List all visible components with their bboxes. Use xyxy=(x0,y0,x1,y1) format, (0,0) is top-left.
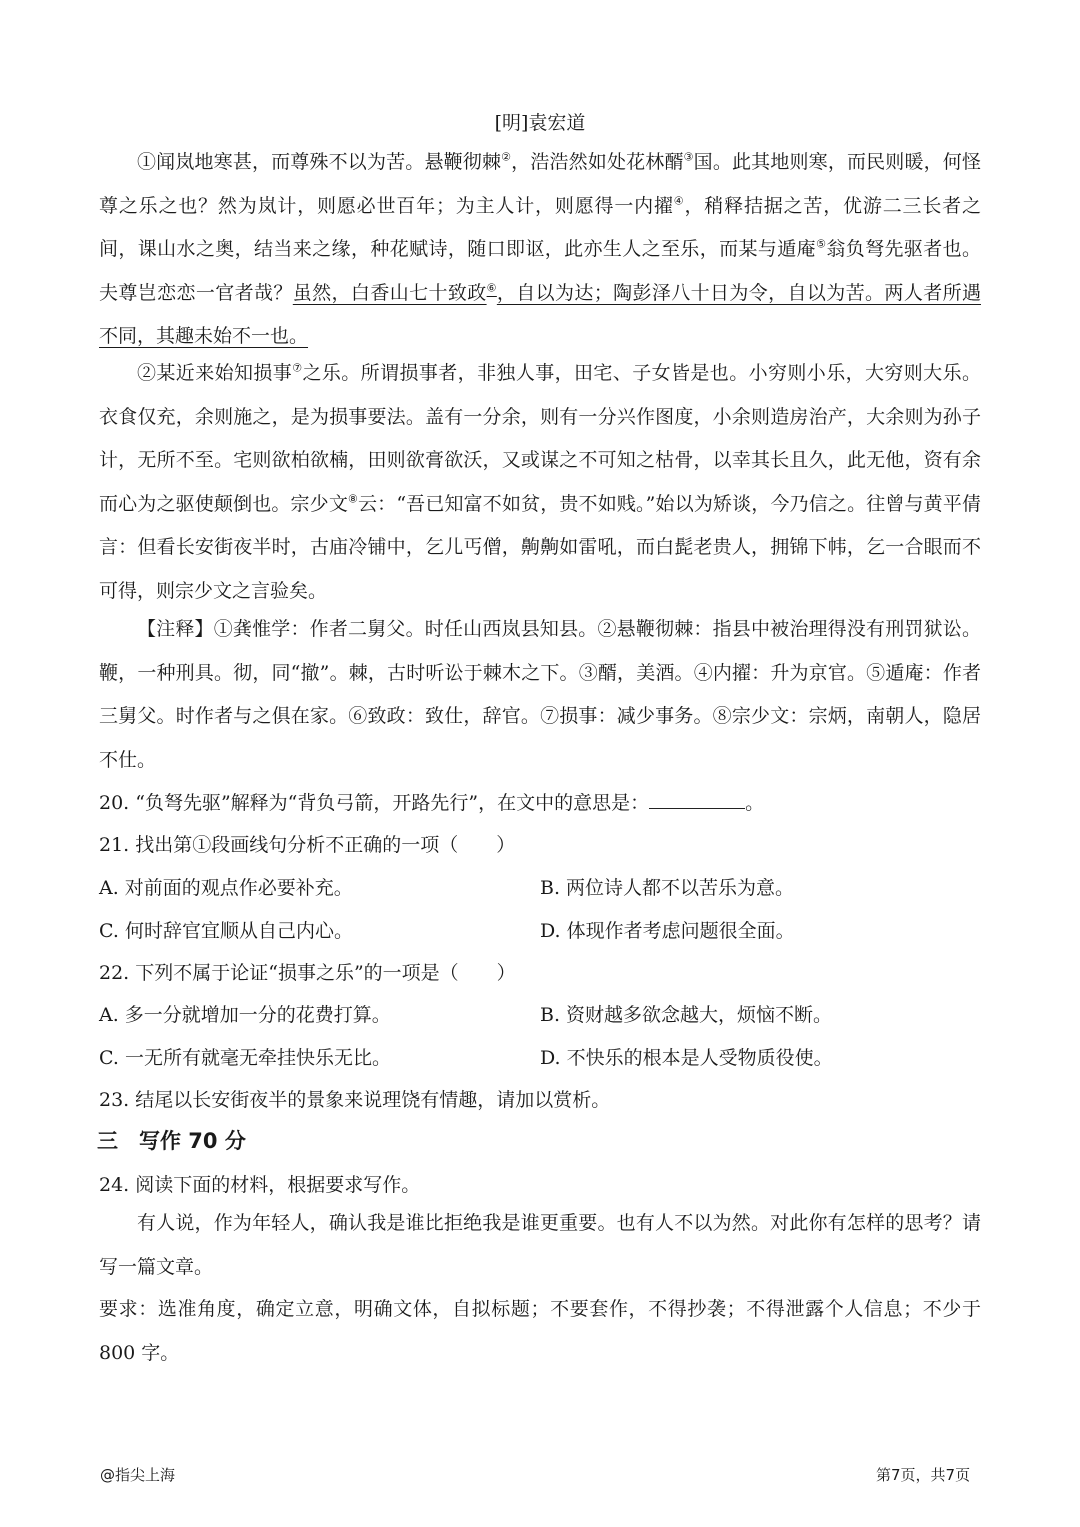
question-24-stem: 24. 阅读下面的材料，根据要求写作。 xyxy=(99,1174,421,1196)
p1-text-e: 翁负弩先驱者也。夫尊岂恋恋一官者哉？ xyxy=(99,238,981,304)
q21-option-d: D. 体现作者考虑问题很全面。 xyxy=(540,920,795,942)
footnote-ref-4: ④ xyxy=(673,194,685,208)
q20-text: 20. “负弩先驱”解释为“背负弓箭，开路先行”，在文中的意思是： xyxy=(99,792,650,814)
paragraph-1 xyxy=(99,141,981,359)
q22-option-b: B. 资财越多欲念越大，烦恼不断。 xyxy=(540,1004,833,1026)
footnote-ref-6: ⑥ xyxy=(486,281,497,295)
q21-option-c: C. 何时辞官宜顺从自己内心。 xyxy=(99,920,353,942)
p2-text-c: 云：“吾已知富不如贫，贵不如贱。”始以为矫谈，今乃信之。往曾与黄平倩言：但看长安街夜半时，古庙冷铺中，乞儿丐僧，齁齁如雷吼，而白髭老贵人，拥锦下帏，乞一合眼而不可得，则宗少文之言验矣。 xyxy=(99,492,981,602)
footer-source: @指尖上海 xyxy=(100,1466,176,1484)
p1-text-a: ①闻岚地寒甚，而尊殊不以为苦。悬鞭彻棘 xyxy=(137,151,502,173)
p1-text-c: 国。此其地则寒，而民则暖，何怪尊之乐之也？然为岚计，则愿必世百年；为主人计，则愿得一内擢 xyxy=(99,151,981,217)
writing-requirements: 要求：选准角度，确定立意，明确文体，自拟标题；不要套作，不得抄袭；不得泄露个人信息；不少于 800 字。 xyxy=(99,1298,981,1364)
q20-end: 。 xyxy=(745,792,765,814)
question-22-stem: 22. 下列不属于论证“损事之乐”的一项是（ ） xyxy=(99,962,516,984)
p1-text-d: ，稍释拮据之苦，优游二三长者之间，课山水之奥，结当来之缘，种花赋诗，随口即讴，此亦生人之至乐，而某与遁庵 xyxy=(99,194,981,260)
footnote-ref-7: ⑦ xyxy=(292,361,303,375)
question-23: 23. 结尾以长安街夜半的景象来说理饶有情趣，请加以赏析。 xyxy=(99,1089,611,1111)
q21-option-a: A. 对前面的观点作必要补充。 xyxy=(99,877,353,899)
footnote-ref-3: ③ xyxy=(683,150,694,164)
footnote-ref-2: ② xyxy=(501,150,512,164)
annotation-notes: 【注释】①龚惟学：作者二舅父。时任山西岚县知县。②悬鞭彻棘：指县中被治理得没有刑罚狱讼。鞭，一种刑具。彻，同“撤”。棘，古时听讼于棘木之下。③醑，美酒。④内擢：升为京官。⑤遁庵：作者三舅父。时作者与之俱在家。⑥致政：致仕，辞官。⑦损事：减少事务。⑧宗少文：宗炳，南朝人，隐居不仕。 xyxy=(99,618,981,771)
answer-blank[interactable] xyxy=(649,790,745,809)
writing-material: 有人说，作为年轻人，确认我是谁比拒绝我是谁更重要。也有人不以为然。对此你有怎样的思考？请写一篇文章。 xyxy=(99,1212,981,1278)
section-heading-writing: 三 写作 70 分 xyxy=(97,1129,246,1153)
q21-option-b: B. 两位诗人都不以苦乐为意。 xyxy=(540,877,795,899)
footnote-ref-5: ⑤ xyxy=(816,237,827,251)
author-line: [明]袁宏道 xyxy=(494,112,586,134)
question-20 xyxy=(99,788,764,815)
footnote-ref-8: ⑧ xyxy=(348,492,359,506)
question-21-stem: 21. 找出第①段画线句分析不正确的一项（ ） xyxy=(99,834,516,856)
underlined-sentence-a: 虽然，白香山七十致政 xyxy=(292,281,487,304)
q22-option-c: C. 一无所有就毫无牵挂快乐无比。 xyxy=(99,1047,391,1069)
underlined-sentence-b: ，自以为达；陶彭泽八十日为令，自以为苦。两人者所遇不同，其趣未始不一也。 xyxy=(99,281,981,347)
p2-text-a: ②某近来始知损事 xyxy=(137,362,293,384)
p2-text-b: 之乐。所谓损事者，非独人事，田宅、子女皆是也。小穷则小乐，大穷则大乐。衣食仅充，余则施之，是为损事要法。盖有一分余，则有一分兴作图度，小余则造房治产，大余则为孙子计，无所不至。宅则欲柏欲楠，田则欲膏欲沃，又或谋之不可知之枯骨，以幸其长且久，此无他，资有余而心为之驱使颠倒也。宗少文 xyxy=(99,362,981,515)
q22-option-a: A. 多一分就增加一分的花费打算。 xyxy=(99,1004,391,1026)
q22-option-d: D. 不快乐的根本是人受物质役使。 xyxy=(540,1047,833,1069)
footer-page-number: 第7页，共7页 xyxy=(876,1466,971,1484)
paragraph-2 xyxy=(99,352,981,613)
p1-text-b: ，浩浩然如处花林醑 xyxy=(511,151,684,173)
